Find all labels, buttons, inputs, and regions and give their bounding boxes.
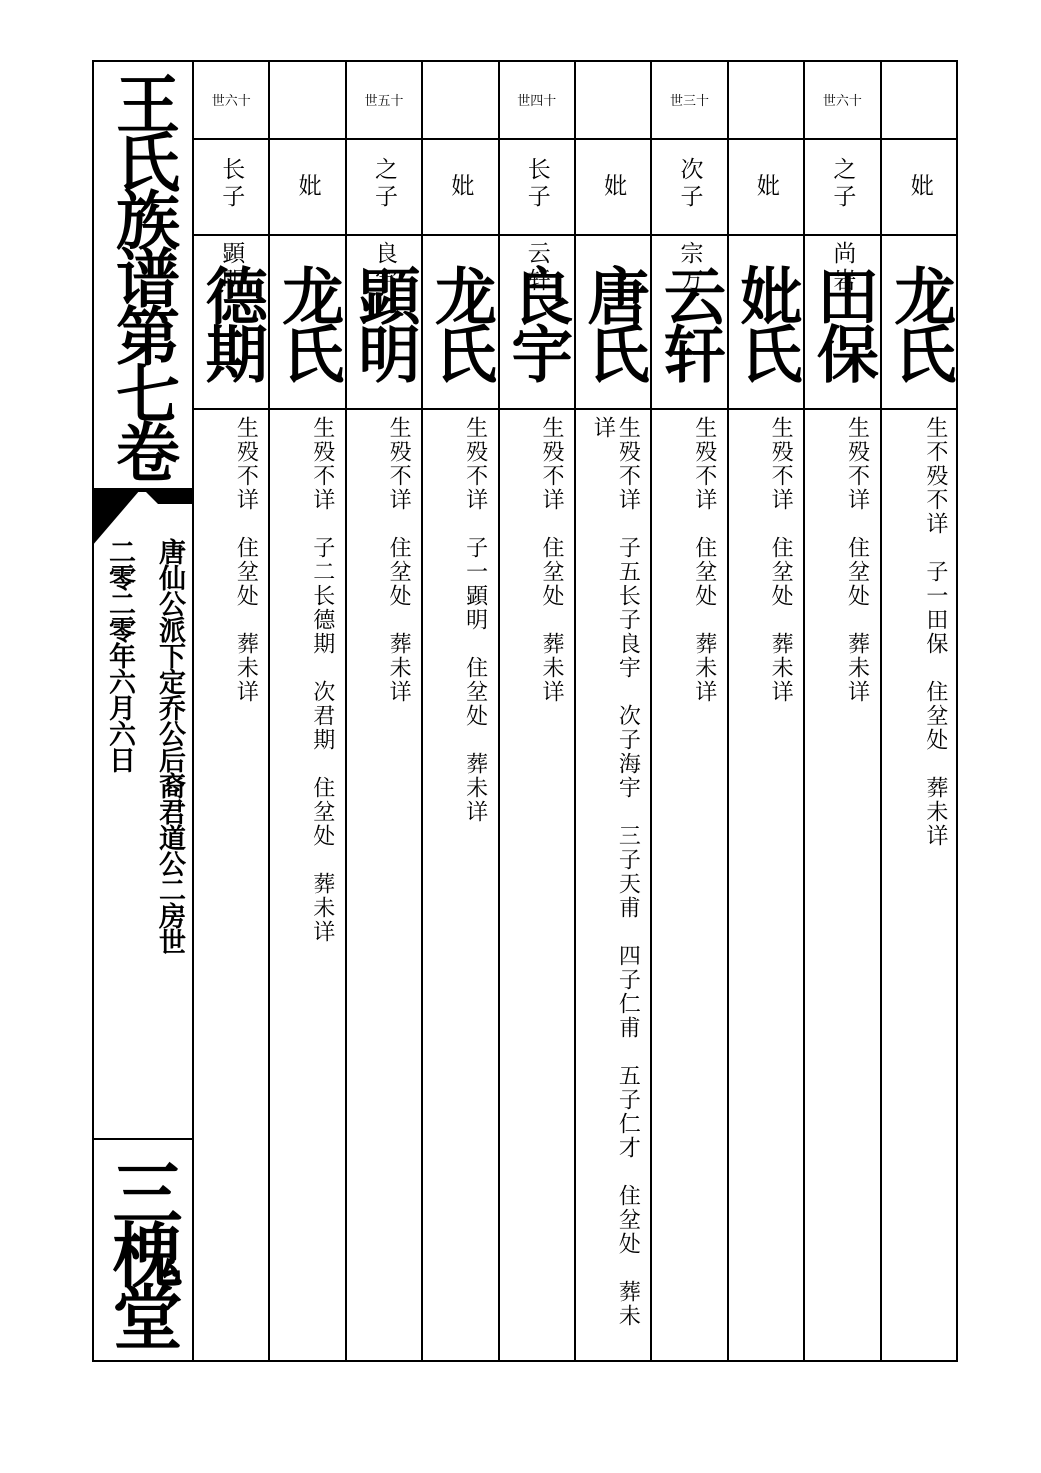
generation-label	[576, 60, 650, 140]
note-cell	[270, 410, 344, 1360]
name-cell	[882, 236, 958, 410]
generation-label: 世四十	[500, 60, 574, 140]
relation-cell	[500, 140, 574, 295]
entry-column	[652, 60, 728, 1360]
note-cell	[347, 410, 421, 1360]
biography-note: 生殁不详 子一顕明 住坌处 葬未详	[462, 416, 488, 824]
name-cell	[729, 236, 803, 410]
note-cell	[500, 410, 574, 1360]
note-cell	[652, 410, 726, 1360]
name-cell	[347, 236, 421, 410]
person-name: 妣氏	[729, 264, 803, 380]
relation-cell	[194, 140, 268, 295]
biography-note: 生殁不详 子五长子良宇 次子海宇 三子天甫 四子仁甫 五子仁才 住坌处 葬未详	[590, 416, 641, 1328]
relation-text: 妣	[906, 173, 933, 201]
hall-name: 三槐堂	[101, 1157, 184, 1343]
biography-note: 生不殁不详 子一田保 住坌处 葬未详	[922, 416, 948, 848]
person-name: 顕明	[347, 264, 421, 380]
person-name: 田保	[806, 264, 880, 380]
name-cell	[805, 236, 879, 410]
entry-column	[576, 60, 652, 1360]
relation-cell	[882, 140, 958, 236]
book-title: 王氏族谱第七卷	[105, 71, 180, 477]
name-cell	[270, 236, 344, 410]
relation-cell	[270, 140, 344, 236]
spine-panel	[92, 60, 194, 1362]
note-cell	[423, 410, 497, 1360]
person-name: 龙氏	[271, 264, 345, 380]
person-name: 唐氏	[577, 264, 651, 380]
note-cell	[729, 410, 803, 1360]
relation-text: 妣	[294, 173, 321, 201]
relation-text: 次子 宗万	[676, 157, 703, 295]
name-cell	[194, 236, 268, 410]
genealogy-columns	[194, 60, 958, 1362]
biography-note: 生殁不详 住坌处 葬未详	[386, 416, 412, 704]
entry-column	[347, 60, 423, 1360]
relation-text: 长子 顕明	[218, 157, 245, 295]
name-cell	[652, 236, 726, 410]
relation-text: 之子 尚岩	[829, 157, 856, 295]
person-name: 龙氏	[424, 264, 498, 380]
person-name: 德期	[195, 264, 269, 380]
biography-note: 生殁不详 住坌处 葬未详	[844, 416, 870, 704]
biography-note: 生殁不详 子二长德期 次君期 住坌处 葬未详	[309, 416, 335, 944]
name-cell	[423, 236, 497, 410]
branch-subtitle: 唐仙公派下定乔公后裔君道公二房世	[154, 538, 185, 954]
name-cell	[576, 236, 650, 410]
entry-column	[270, 60, 346, 1360]
biography-note: 生殁不详 住坌处 葬未详	[538, 416, 564, 704]
relation-cell	[652, 140, 726, 295]
relation-cell	[423, 140, 497, 236]
biography-note: 生殁不详 住坌处 葬未详	[233, 416, 259, 704]
relation-text: 长子 云轩	[523, 157, 550, 295]
relation-cell	[805, 140, 879, 295]
biography-note: 生殁不详 住坌处 葬未详	[691, 416, 717, 704]
relation-text: 妣	[600, 173, 627, 201]
relation-text: 妣	[447, 173, 474, 201]
note-cell	[882, 410, 958, 1360]
entry-column	[729, 60, 805, 1360]
entry-column	[805, 60, 881, 1360]
name-cell	[500, 236, 574, 410]
relation-text: 之子 良宇	[370, 157, 397, 295]
generation-label: 世六十	[805, 60, 879, 140]
relation-cell	[729, 140, 803, 236]
relation-cell	[576, 140, 650, 236]
entry-column	[423, 60, 499, 1360]
note-cell	[805, 410, 879, 1360]
relation-cell	[347, 140, 421, 295]
note-cell	[576, 410, 650, 1360]
entry-column	[882, 60, 958, 1360]
generation-label	[423, 60, 497, 140]
compile-date: 二零二零年六月六日	[104, 538, 135, 772]
generation-label: 世三十	[652, 60, 726, 140]
generation-label	[729, 60, 803, 140]
generation-label	[882, 60, 958, 140]
person-name: 良宇	[500, 264, 574, 380]
relation-text: 妣	[752, 173, 779, 201]
generation-label	[270, 60, 344, 140]
person-name: 龙氏	[883, 264, 957, 380]
generation-label: 世五十	[347, 60, 421, 140]
entry-column	[500, 60, 576, 1360]
generation-label: 世六十	[194, 60, 268, 140]
note-cell	[194, 410, 268, 1360]
entry-column	[194, 60, 270, 1360]
person-name: 云轩	[653, 264, 727, 380]
biography-note: 生殁不详 住坌处 葬未详	[768, 416, 794, 704]
